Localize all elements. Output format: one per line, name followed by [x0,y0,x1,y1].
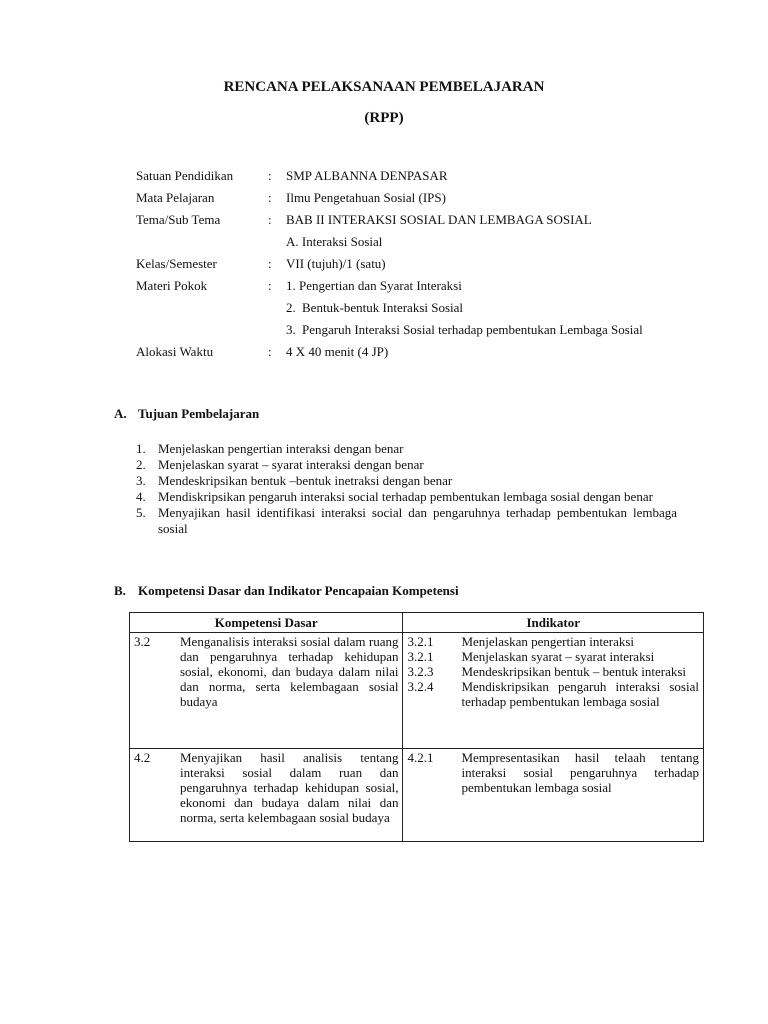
info-label: Materi Pokok [136,278,208,293]
kd-code: 3.2 [134,634,151,649]
materi-item [286,322,680,338]
kd-text: Menganalisis interaksi sosial dalam ruang dan pengaruhnya terhadap kehidupan sosial, ekonomi, dan budaya dalam nilai dan norma, serta kelembagaan sosial budaya [180,634,399,709]
info-value: 4 X 40 menit (4 JP) [286,344,389,359]
identity-section [136,168,680,366]
info-row-alokasi [136,344,680,360]
info-label: Alokasi Waktu [136,344,214,359]
list-number: 2. [286,300,296,315]
list-number: 1. [286,278,296,293]
info-label: Kelas/Semester [136,256,217,271]
info-row-materi [136,278,680,294]
column-header: Indikator [403,613,704,633]
indicator-text: Mempresentasikan hasil telaah tentang interaksi sosial pengaruhnya terhadap pembentukan lembaga sosial [461,750,699,795]
list-number: 2. [136,457,146,472]
list-text: Menjelaskan pengertian interaksi dengan benar [158,441,404,456]
kd-code: 4.2 [134,750,151,765]
list-text: Mendiskripsikan pengaruh interaksi social terhadap pembentukan lembaga sosial dengan benar [158,489,653,504]
document-title: RENCANA PELAKSANAAN PEMBELAJARAN [223,79,545,95]
list-text: Pengertian dan Syarat Interaksi [299,278,462,293]
section-title: Tujuan Pembelajaran [138,406,260,421]
info-value: BAB II INTERAKSI SOSIAL DAN LEMBAGA SOSIAL [286,212,592,227]
info-subtema [286,234,680,250]
competency-table [129,612,704,842]
section-heading-tujuan [114,406,259,422]
indicator-text: Menjelaskan pengertian interaksi [461,634,635,649]
info-label: Tema/Sub Tema [136,212,221,227]
list-text: Mendeskripsikan bentuk –bentuk inetraksi dengan benar [158,473,453,488]
materi-item [286,278,680,294]
indicator-code: 4.2.1 [407,750,434,765]
info-separator: : [268,212,272,227]
list-item [136,473,677,489]
kd-cell [130,749,403,842]
indicator-code: 3.2.3 [407,664,434,679]
indicator-cell [403,633,704,749]
info-separator: : [268,168,272,183]
indicator-cell [403,749,704,842]
list-number: 1. [136,441,146,456]
info-row-satuan [136,168,680,184]
materi-item [286,300,680,316]
document-subtitle: (RPP) [364,110,404,126]
info-label: Mata Pelajaran [136,190,215,205]
info-separator: : [268,256,272,271]
kd-text: Menyajikan hasil analisis tentang interaksi sosial dalam ruan dan pengaruhnya terhadap kehidupan sosial, ekonomi dan budaya dalam nilai dan norma, serta kelembagaan sosial budaya [180,750,399,825]
table-row [130,633,704,749]
list-item [136,457,677,473]
info-row-mapel [136,190,680,206]
info-value: Ilmu Pengetahuan Sosial (IPS) [286,190,446,205]
indicator-text: Mendiskripsikan pengaruh interaksi sosial terhadap pembentukan lembaga sosial [461,679,699,709]
table-row [130,749,704,842]
indicator-item [407,649,699,664]
info-value: VII (tujuh)/1 (satu) [286,256,386,271]
indicator-code: 3.2.1 [407,634,434,649]
list-item [136,441,677,457]
info-separator: : [268,344,272,359]
section-letter: A. [114,406,127,421]
goals-list [136,441,677,537]
info-separator: : [268,278,272,293]
list-item [136,505,677,537]
list-number: 3. [136,473,146,488]
info-value: A. Interaksi Sosial [286,234,383,249]
section-letter: B. [114,583,126,598]
indicator-item [407,679,699,709]
list-text: Menjelaskan syarat – syarat interaksi dengan benar [158,457,424,472]
section-heading-kompetensi [114,583,459,599]
info-row-tema [136,212,680,228]
kd-cell [130,633,403,749]
list-text: Pengaruh Interaksi Sosial terhadap pembentukan Lembaga Sosial [302,322,643,337]
list-item [136,489,677,505]
info-separator: : [268,190,272,205]
indicator-text: Menjelaskan syarat – syarat interaksi [461,649,655,664]
info-value: SMP ALBANNA DENPASAR [286,168,448,183]
list-text: Menyajikan hasil identifikasi interaksi social dan pengaruhnya terhadap pembentukan lembaga sosial [158,505,677,536]
list-number: 3. [286,322,296,337]
indicator-item [407,664,699,679]
indicator-text: Mendeskripsikan bentuk – bentuk interaksi [461,664,687,679]
column-header: Kompetensi Dasar [130,613,403,633]
table-header-row [130,613,704,633]
indicator-item [407,750,699,795]
info-label: Satuan Pendidikan [136,168,234,183]
list-number: 4. [136,489,146,504]
indicator-item [407,634,699,649]
section-title: Kompetensi Dasar dan Indikator Pencapaian Kompetensi [138,583,459,598]
list-number: 5. [136,505,146,520]
indicator-code: 3.2.1 [407,649,434,664]
list-text: Bentuk-bentuk Interaksi Sosial [302,300,464,315]
indicator-code: 3.2.4 [407,679,434,694]
info-row-kelas [136,256,680,272]
